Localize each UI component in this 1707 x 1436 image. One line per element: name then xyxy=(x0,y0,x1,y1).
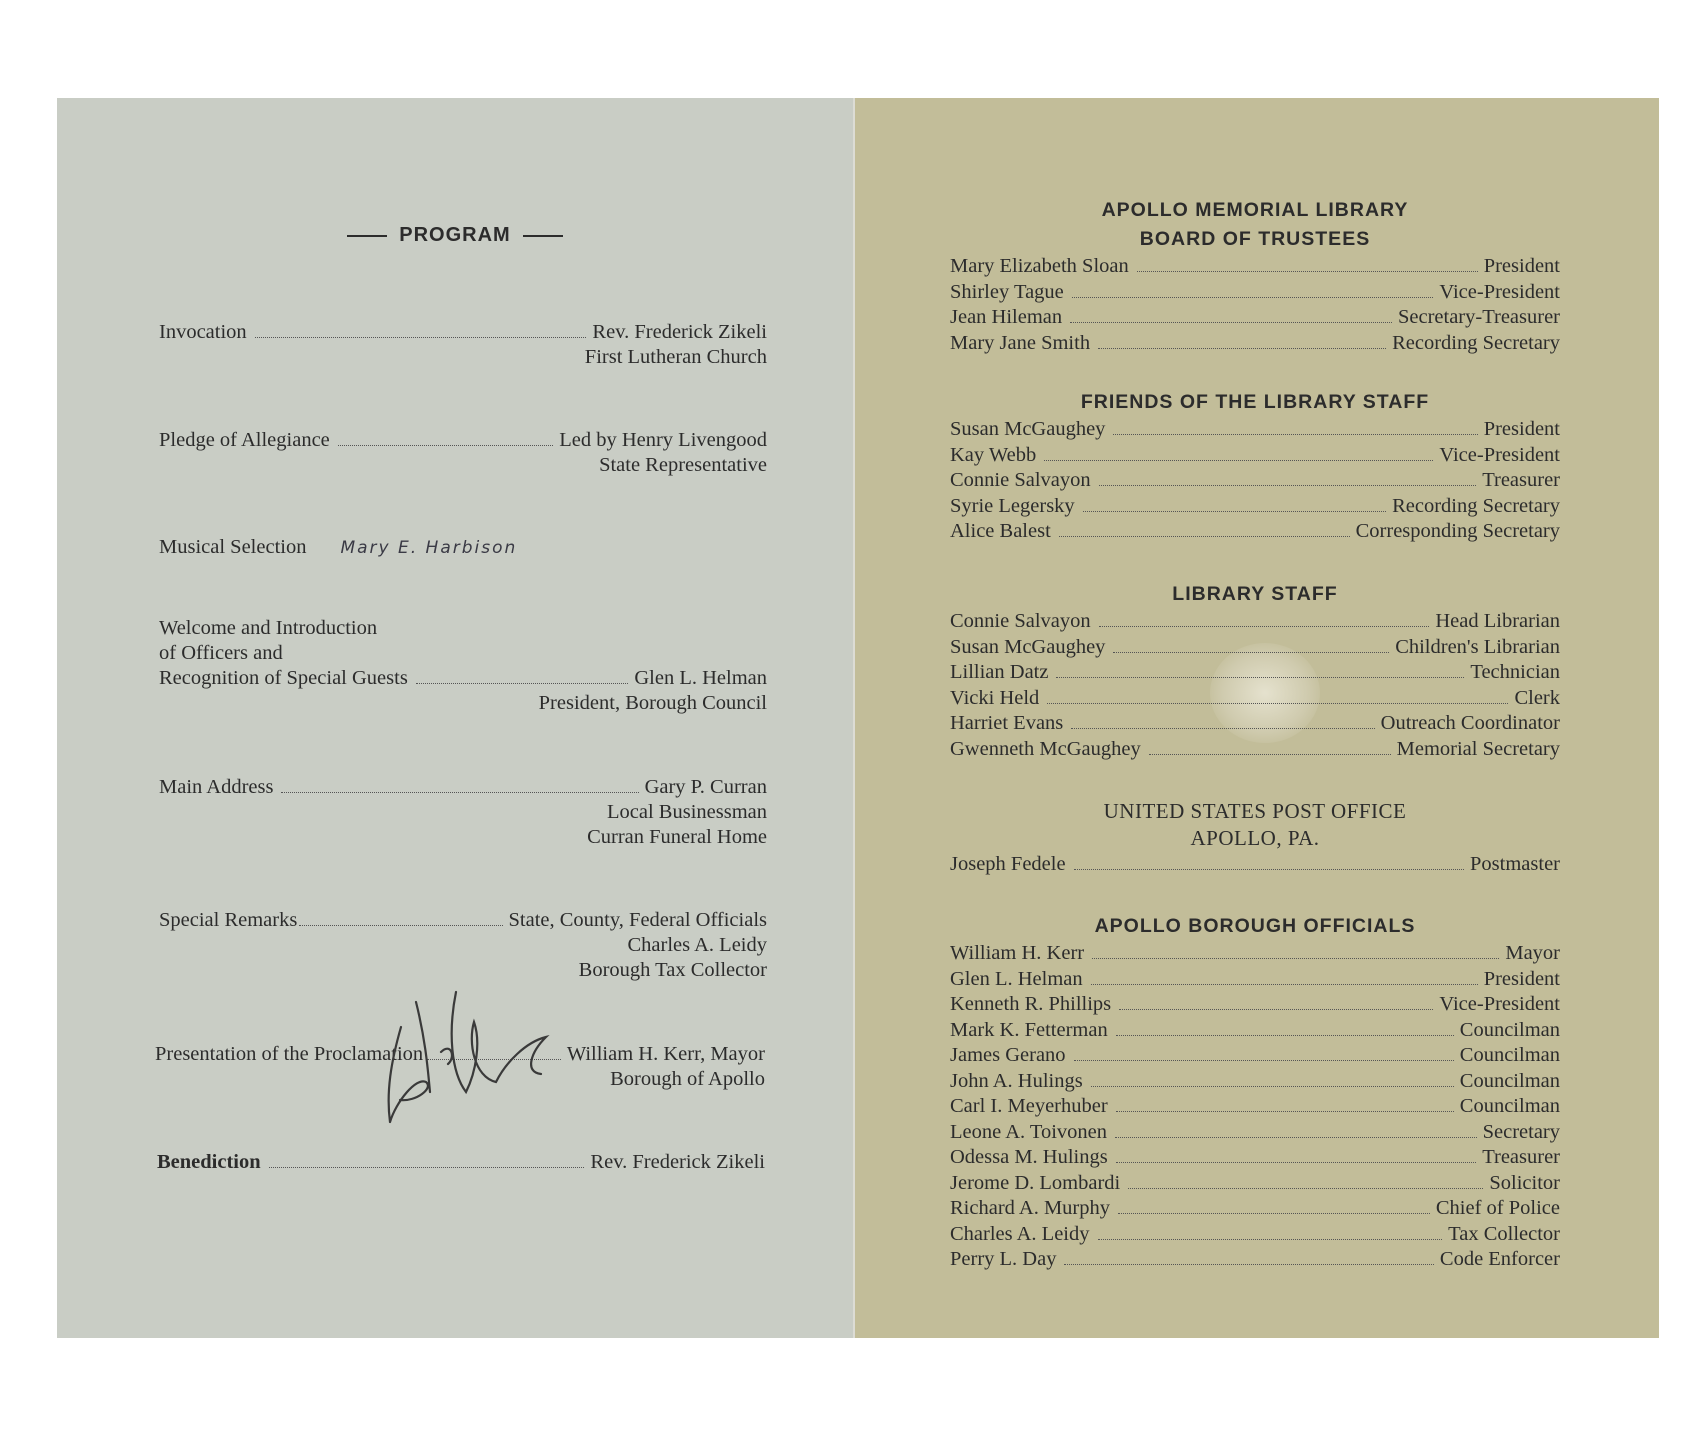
officer-role: Outreach Coordinator xyxy=(1380,712,1560,734)
dot-leader xyxy=(1098,348,1386,349)
dot-leader xyxy=(1119,1009,1433,1010)
dot-leader xyxy=(1149,754,1391,755)
entry-label: Special Remarks xyxy=(159,909,298,931)
trustees-section xyxy=(950,196,1560,356)
officer-name: Glen L. Helman xyxy=(950,967,1083,990)
officer-name: Perry L. Day xyxy=(950,1248,1057,1270)
entry-label: Presentation of the Proclamation xyxy=(155,1043,424,1065)
officer-role: Recording Secretary xyxy=(1392,494,1560,517)
officer-role: Chief of Police xyxy=(1435,1197,1560,1219)
pledge-entry xyxy=(159,428,767,478)
officer-name: William H. Kerr xyxy=(950,942,1085,964)
officer-name: Richard A. Murphy xyxy=(950,1197,1110,1219)
officer-name: Gwenneth McGaughey xyxy=(950,737,1141,760)
page-fold xyxy=(853,98,855,1338)
dot-leader xyxy=(1116,1162,1476,1163)
officer-row xyxy=(950,967,1560,993)
dot-leader xyxy=(1074,1060,1454,1061)
entry-label: Pledge of Allegiance xyxy=(159,429,330,451)
officer-role: Code Enforcer xyxy=(1439,1248,1560,1270)
dot-leader xyxy=(1047,703,1508,704)
entry-label: Main Address xyxy=(159,776,274,798)
entry-subline: Borough Tax Collector xyxy=(578,959,767,981)
officer-name: Mark K. Fetterman xyxy=(950,1018,1108,1041)
dot-leader xyxy=(1099,626,1430,627)
dot-leader xyxy=(1071,728,1374,729)
officer-role: Councilman xyxy=(1459,1095,1560,1117)
dot-leader xyxy=(1072,297,1434,298)
officer-row xyxy=(950,494,1560,520)
officer-name: Kay Webb xyxy=(950,443,1037,466)
section-title: BOARD OF TRUSTEES xyxy=(1139,228,1371,250)
officer-name: Vicki Held xyxy=(950,686,1040,709)
dot-leader xyxy=(1116,1111,1454,1112)
officer-name: Kenneth R. Phillips xyxy=(950,993,1112,1015)
officer-name: Syrie Legersky xyxy=(950,494,1075,517)
dot-leader xyxy=(1064,1264,1433,1265)
officer-role: Treasurer xyxy=(1482,1146,1560,1168)
dot-leader xyxy=(1113,434,1477,435)
officer-row xyxy=(950,1043,1560,1069)
officer-name: Susan McGaughey xyxy=(950,635,1106,658)
entry-label: Recognition of Special Guests xyxy=(159,667,408,689)
entry-subline: First Lutheran Church xyxy=(584,346,767,368)
program-title xyxy=(57,224,853,247)
dot-leader xyxy=(1059,536,1350,537)
welcome-entry xyxy=(159,616,767,716)
officer-row xyxy=(950,660,1560,686)
entry-subline: State Representative xyxy=(599,454,767,476)
officer-role: Councilman xyxy=(1459,1044,1560,1066)
officer-row xyxy=(950,1018,1560,1044)
entry-name: State, County, Federal Officials xyxy=(508,909,767,931)
entry-subline: Charles A. Leidy xyxy=(627,934,767,956)
officer-row xyxy=(950,1120,1560,1146)
dot-leader xyxy=(1044,460,1433,461)
musical-entry xyxy=(159,535,767,561)
dot-leader xyxy=(416,683,629,684)
entry-subline: Borough of Apollo xyxy=(610,1068,765,1090)
post-office-list xyxy=(950,852,1560,878)
officer-name: Harriet Evans xyxy=(950,712,1064,734)
officer-row xyxy=(950,1171,1560,1197)
officer-role: Secretary-Treasurer xyxy=(1397,306,1560,328)
borough-officials-list xyxy=(950,941,1560,1273)
dot-leader xyxy=(1137,271,1478,272)
officer-role: Vice-President xyxy=(1439,993,1560,1015)
section-title: UNITED STATES POST OFFICE xyxy=(1103,799,1407,823)
section-title: APOLLO MEMORIAL LIBRARY xyxy=(1101,199,1409,221)
title-rule-left xyxy=(347,235,387,237)
dot-leader xyxy=(255,337,587,338)
officer-row xyxy=(950,331,1560,357)
officer-row xyxy=(950,1145,1560,1171)
entry-name: Rev. Frederick Zikeli xyxy=(592,321,767,343)
officer-name: Connie Salvayon xyxy=(950,610,1091,632)
dot-leader xyxy=(1070,322,1392,323)
friends-section xyxy=(950,388,1560,545)
dot-leader xyxy=(299,925,502,926)
officer-role: President xyxy=(1483,967,1560,990)
officer-row xyxy=(950,1247,1560,1273)
officer-row xyxy=(950,1196,1560,1222)
officer-name: Odessa M. Hulings xyxy=(950,1146,1108,1168)
dot-leader xyxy=(1074,869,1464,870)
officer-row xyxy=(950,1094,1560,1120)
program-title-text: PROGRAM xyxy=(399,224,511,246)
officer-name: Carl I. Meyerhuber xyxy=(950,1095,1108,1117)
officer-name: James Gerano xyxy=(950,1044,1066,1066)
officer-role: Councilman xyxy=(1459,1018,1560,1041)
benediction-entry xyxy=(157,1150,765,1175)
officer-row xyxy=(950,635,1560,661)
entry-name: Rev. Frederick Zikeli xyxy=(590,1151,765,1173)
officer-role: Vice-President xyxy=(1439,443,1560,466)
officer-name: Lillian Datz xyxy=(950,661,1049,683)
officer-name: Mary Jane Smith xyxy=(950,331,1091,354)
officer-row xyxy=(950,737,1560,763)
officer-role: President xyxy=(1483,418,1560,440)
dot-leader xyxy=(269,1167,585,1168)
officer-row xyxy=(950,992,1560,1018)
dot-leader xyxy=(281,792,638,793)
entry-subline: Curran Funeral Home xyxy=(587,826,767,848)
entry-label: Invocation xyxy=(159,321,247,343)
entry-label: Musical Selection xyxy=(159,536,307,558)
entry-name: Glen L. Helman xyxy=(634,667,767,689)
entry-name: Gary P. Curran xyxy=(644,776,767,798)
dot-leader xyxy=(1091,984,1478,985)
post-office-section xyxy=(950,798,1560,878)
section-title: LIBRARY STAFF xyxy=(1172,583,1338,605)
section-title: APOLLO BOROUGH OFFICIALS xyxy=(1094,915,1416,937)
handwritten-note: Mary E. Harbison xyxy=(340,538,518,558)
officer-name: Alice Balest xyxy=(950,520,1051,542)
officer-role: Technician xyxy=(1470,661,1560,683)
officer-row xyxy=(950,609,1560,635)
officer-name: Joseph Fedele xyxy=(950,853,1066,875)
officer-row xyxy=(950,519,1560,545)
borough-officials-section xyxy=(950,912,1560,1273)
invocation-entry xyxy=(159,320,767,370)
entry-label-line: of Officers and xyxy=(159,642,283,664)
friends-list xyxy=(950,417,1560,545)
officer-role: Postmaster xyxy=(1470,853,1560,875)
dot-leader xyxy=(1091,1086,1454,1087)
dot-leader xyxy=(1116,1035,1454,1036)
officer-row xyxy=(950,1222,1560,1248)
dot-leader xyxy=(1115,1137,1477,1138)
officer-row xyxy=(950,305,1560,331)
officer-row xyxy=(950,417,1560,443)
officer-role: Children's Librarian xyxy=(1395,635,1560,658)
entry-subline: Local Businessman xyxy=(607,801,767,823)
dot-leader xyxy=(338,445,553,446)
officer-role: Mayor xyxy=(1505,942,1560,964)
dot-leader xyxy=(1098,1239,1443,1240)
officer-row xyxy=(950,1069,1560,1095)
officer-role: Solicitor xyxy=(1489,1171,1560,1194)
officer-role: Recording Secretary xyxy=(1392,331,1560,354)
officer-row xyxy=(950,686,1560,712)
officer-name: Connie Salvayon xyxy=(950,469,1091,491)
officer-name: Susan McGaughey xyxy=(950,418,1106,440)
entry-label-line: Welcome and Introduction xyxy=(159,617,378,639)
library-staff-list xyxy=(950,609,1560,762)
entry-name: William H. Kerr, Mayor xyxy=(566,1043,765,1065)
dot-leader xyxy=(1056,677,1464,678)
trustees-list xyxy=(950,254,1560,356)
officer-row xyxy=(950,254,1560,280)
officer-role: Clerk xyxy=(1514,686,1560,709)
officer-name: Jean Hileman xyxy=(950,306,1063,328)
officer-role: Tax Collector xyxy=(1448,1222,1560,1245)
officer-role: Memorial Secretary xyxy=(1396,737,1560,760)
officer-role: Secretary xyxy=(1482,1120,1560,1143)
dot-leader xyxy=(1118,1213,1430,1214)
special-remarks-entry xyxy=(159,908,767,983)
section-title: FRIENDS OF THE LIBRARY STAFF xyxy=(1080,391,1430,413)
officer-name: Mary Elizabeth Sloan xyxy=(950,255,1129,277)
library-staff-section xyxy=(950,580,1560,762)
dot-leader xyxy=(1083,511,1386,512)
officer-row xyxy=(950,468,1560,494)
section-title: APOLLO, PA. xyxy=(1190,826,1320,850)
officer-role: Corresponding Secretary xyxy=(1355,520,1560,542)
officer-name: Leone A. Toivonen xyxy=(950,1120,1108,1143)
officer-name: Shirley Tague xyxy=(950,280,1064,303)
officer-role: Vice-President xyxy=(1439,280,1560,303)
handwritten-signature xyxy=(356,982,586,1132)
officer-role: Head Librarian xyxy=(1435,610,1560,632)
dot-leader xyxy=(1113,652,1389,653)
officer-row xyxy=(950,443,1560,469)
officer-name: Jerome D. Lombardi xyxy=(950,1171,1121,1194)
dot-leader xyxy=(1092,958,1499,959)
officer-role: Councilman xyxy=(1459,1069,1560,1092)
officer-row xyxy=(950,711,1560,737)
officer-name: John A. Hulings xyxy=(950,1069,1083,1092)
program-page xyxy=(57,98,853,1338)
officer-role: Treasurer xyxy=(1482,469,1560,491)
officials-page xyxy=(855,98,1659,1338)
dot-leader xyxy=(1099,485,1477,486)
officer-row xyxy=(950,852,1560,878)
main-address-entry xyxy=(159,775,767,850)
officer-name: Charles A. Leidy xyxy=(950,1222,1090,1245)
entry-name: Led by Henry Livengood xyxy=(559,429,767,451)
officer-row xyxy=(950,280,1560,306)
entry-subline: President, Borough Council xyxy=(538,692,767,714)
title-rule-right xyxy=(523,235,563,237)
entry-label: Benediction xyxy=(157,1151,261,1173)
dot-leader xyxy=(1128,1188,1483,1189)
officer-row xyxy=(950,941,1560,967)
officer-role: President xyxy=(1483,255,1560,277)
